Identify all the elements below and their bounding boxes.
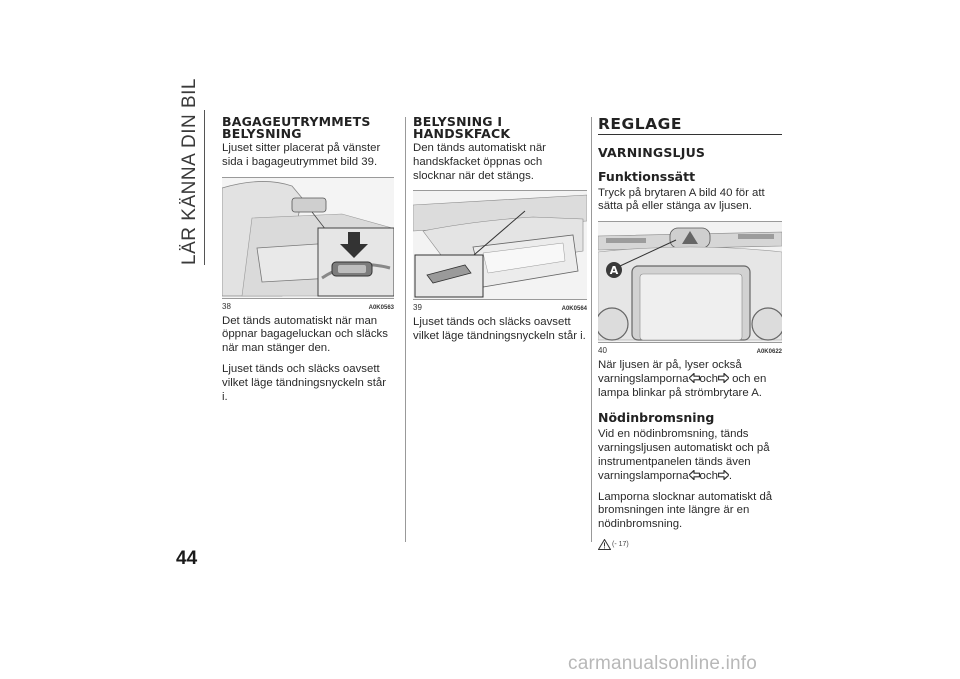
side-rule [204,110,205,265]
right-indicator-icon [718,470,729,480]
warning-reference [598,539,782,550]
figure-39-code: A0K0564 [561,306,587,313]
side-chapter-title-text: LÄR KÄNNA DIN BIL [179,78,200,265]
section-title-controls: REGLAGE [598,116,782,135]
trunk-light-illustration [222,178,394,298]
left-indicator-icon [689,470,700,480]
page-number: 44 [176,548,198,569]
emergency-braking-text-a: Vid en nödinbromsning, tänds varningsljusen automatiskt och på instrumentpanelen tänds även varningslamporna [598,428,770,482]
heading-trunk-light: BAGAGEUTRYMMETS BELYSNING [222,114,371,141]
emergency-braking-text [598,428,782,483]
hazard-lamps-text-a: När ljusen är på, lyser också varningslamporna [598,359,742,385]
right-indicator-icon [718,373,729,383]
warning-reference-text: (- 17) [612,541,629,549]
column-trunk-light [222,116,394,411]
glovebox-light-ignition: Ljuset tänds och släcks oavsett vilket läge tändningsnyckeln står i. [413,316,586,343]
column-glovebox-light [413,116,587,351]
subheading-emergency-braking: Nödinbromsning [598,410,715,426]
figure-38-number: 38 [222,301,231,311]
trunk-light-ignition: Ljuset tänds och släcks oavsett vilket läge tändningsnyckeln står i. [222,362,386,403]
figure-40-callout-a: A [609,264,619,278]
warning-triangle-icon [598,539,611,550]
heading-glovebox-light: BELYSNING I HANDSKFACK [413,114,511,141]
hazard-lamps-text-och: och [699,372,718,385]
trunk-light-auto: Det tänds automatiskt när man öppnar bagageluckan och släcks när man stänger den. [222,314,388,355]
hazard-lamps-text-c: och en lampa blinkar på strömbrytare A. [598,372,767,399]
heading-hazard-lights: VARNINGSLJUS [598,145,706,160]
glovebox-light-intro: Den tänds automatiskt när handskfacket öppnas och slocknar när det stängs. [413,142,546,182]
figure-38 [222,177,394,311]
column-controls [598,116,782,550]
lamps-off-text: Lamporna slocknar automatiskt då bromsningen inte längre är en nödinbromsning. [598,490,773,531]
hazard-lamps-text [598,359,782,400]
figure-40-number: 40 [598,346,607,356]
watermark: carmanualsonline.info [568,653,758,674]
figure-38-code: A0K0563 [368,304,394,311]
left-indicator-icon [689,373,700,383]
hazard-operation-text: Tryck på brytaren A bild 40 för att sätta på eller stänga av ljusen. [598,186,765,213]
trunk-light-intro: Ljuset sitter placerat på vänster sida i bagageutrymmet bild 39. [222,142,381,168]
figure-40-code: A0K0622 [756,349,782,356]
figure-39 [413,190,587,313]
column-divider-1 [405,117,406,542]
side-chapter-title [176,78,204,265]
emergency-braking-text-c: . [728,469,733,482]
column-divider-2 [591,117,592,542]
emergency-braking-text-och: och [699,469,718,482]
glovebox-illustration [413,191,587,299]
figure-40 [598,221,782,356]
hazard-switch-illustration [598,222,782,342]
figure-39-number: 39 [413,303,422,313]
subheading-operation: Funktionssätt [598,168,696,184]
